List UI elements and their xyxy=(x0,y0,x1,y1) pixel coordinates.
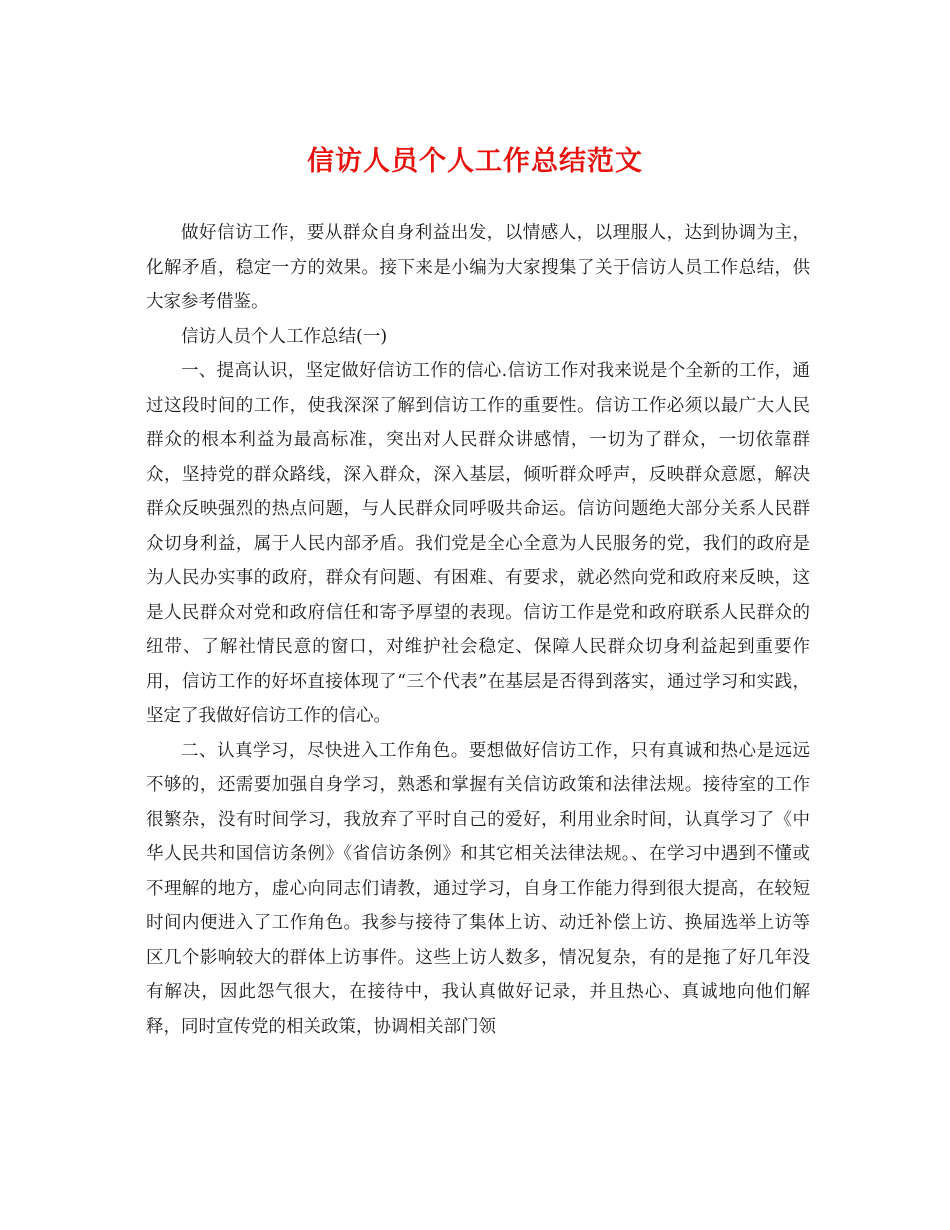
document-body xyxy=(146,216,810,1044)
body-paragraph: 二、认真学习，尽快进入工作角色。要想做好信访工作，只有真诚和热心是远远不够的，还需要加强自身学习，熟悉和掌握有关信访政策和法律法规。接待室的工作很繁杂，没有时间学习，我放弃了平时自己的爱好，利用业余时间，认真学习了《中华人民共和国信访条例》《省信访条例》和其它相关法律法规。、在学习中遇到不懂或不理解的地方，虚心向同志们请教，通过学习，自身工作能力得到很大提高，在较短时间内便进入了工作角色。我参与接待了集体上访、动迁补偿上访、换届选举上访等区几个影响较大的群体上访事件。这些上访人数多，情况复杂，有的是拖了好几年没有解决，因此怨气很大，在接待中，我认真做好记录，并且热心、真诚地向他们解释，同时宣传党的相关政策，协调相关部门领 xyxy=(146,740,810,1037)
intro-paragraph: 做好信访工作，要从群众自身利益出发，以情感人，以理服人，达到协调为主，化解矛盾，稳定一方的效果。接下来是小编为大家搜集了关于信访人员工作总结，供大家参考借鉴。 xyxy=(146,223,810,312)
document-title: 信访人员个人工作总结范文 xyxy=(307,146,643,177)
body-paragraph: 一、提高认识，坚定做好信访工作的信心.信访工作对我来说是个全新的工作，通过这段时间的工作，使我深深了解到信访工作的重要性。信访工作必须以最广大人民群众的根本利益为最高标准，突出对人民群众讲感情，一切为了群众，一切依靠群众，坚持党的群众路线，深入群众，深入基层，倾听群众呼声，反映群众意愿，解决群众反映强烈的热点问题，与人民群众同呼吸共命运。信访问题绝大部分关系人民群众切身利益，属于人民内部矛盾。我们党是全心全意为人民服务的党，我们的政府是为人民办实事的政府，群众有问题、有困难、有要求，就必然向党和政府来反映，这是人民群众对党和政府信任和寄予厚望的表现。信访工作是党和政府联系人民群众的纽带、了解社情民意的窗口，对维护社会稳定、保障人民群众切身利益起到重要作用，信访工作的好坏直接体现了“三个代表”在基层是否得到落实，通过学习和实践，坚定了我做好信访工作的信心。 xyxy=(146,361,810,726)
section-heading: 信访人员个人工作总结(一) xyxy=(181,326,388,347)
